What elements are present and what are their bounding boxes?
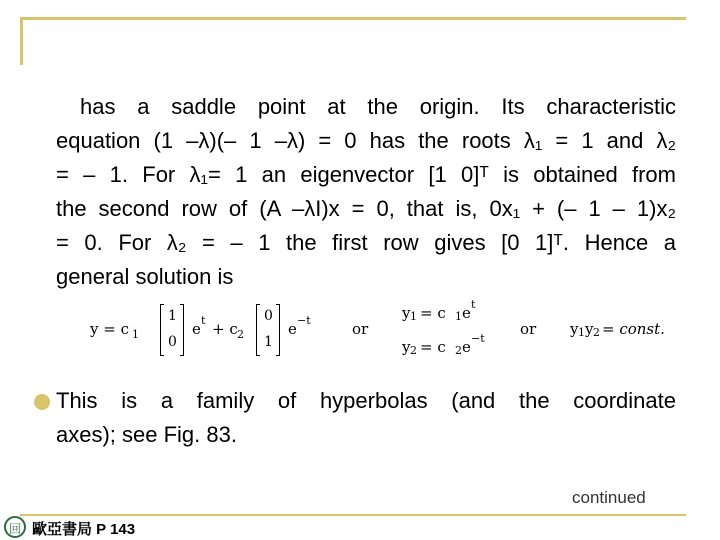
eq-c2-sub: 2 (237, 328, 244, 341)
body-line-2: equation (1 –λ)(– 1 –λ) = 0 has the roots λ₁ = 1 and λ₂ (56, 128, 676, 153)
eq-neg-t-sup: −t (297, 314, 311, 327)
vec1-bottom: 0 (168, 334, 177, 350)
eq-const: = const. (602, 320, 665, 338)
vec2-bottom: 1 (264, 334, 273, 350)
eq-y1-t-sup: t (471, 298, 476, 311)
eq-y2-t-sup: −t (471, 332, 485, 345)
footer-page-label: 歐亞書局 P 143 (32, 521, 136, 538)
eq-t-sup: t (201, 314, 206, 327)
eq-y1-sub: 1 (410, 310, 417, 323)
frame-bottom-rule (20, 514, 686, 516)
eq-c1-sub: 1 (132, 328, 139, 341)
eq-prod-y1: y (570, 320, 579, 338)
eq-y1: y (402, 304, 411, 322)
frame-top-rule (20, 17, 686, 20)
eq-y1-e: e (462, 304, 471, 322)
eq-prod-y1-sub: 1 (578, 326, 585, 339)
body-line-1: has a saddle point at the origin. Its characteristic (80, 94, 676, 119)
eq-plus-c: + c (212, 320, 238, 338)
frame-left-rule (20, 17, 23, 65)
eq-or-1: or (352, 320, 369, 338)
publisher-logo-icon: 回 (4, 516, 26, 538)
general-solution-equation (90, 298, 690, 364)
eq-prod-y2-sub: 2 (593, 326, 600, 339)
vec1-top: 1 (168, 308, 177, 324)
note-paragraph (56, 384, 676, 452)
body-line-5: = 0. For λ₂ = – 1 the first row gives [0 1]ᵀ. Hence a (56, 230, 676, 255)
eq-y: y = c (90, 320, 129, 338)
eq-y2-sub: 2 (410, 344, 417, 357)
eq-y2-rhs: = c (420, 338, 446, 356)
eq-y2-e: e (462, 338, 471, 356)
continued-label: continued (572, 488, 646, 507)
note-line-2: axes); see Fig. 83. (56, 422, 237, 447)
eq-y1-rhs: = c (420, 304, 446, 322)
note-line-1: This is a family of hyperbolas (and the coordinate (56, 388, 676, 413)
eq-y2-c-sub: 2 (455, 344, 462, 357)
bullet-icon (34, 394, 50, 410)
body-line-6: general solution is (56, 264, 234, 289)
eigenvector-1 (164, 304, 180, 354)
eq-prod-y2: y (585, 320, 594, 338)
body-line-4: the second row of (A –λI)x = 0, that is, 0x₁ + (– 1 – 1)x₂ (56, 196, 676, 221)
body-line-3: = – 1. For λ₁= 1 an eigenvector [1 0]ᵀ is obtained from (56, 162, 676, 187)
eq-or-2: or (520, 320, 537, 338)
body-paragraph (56, 90, 676, 294)
eq-e1: e (192, 320, 201, 338)
eq-y2: y (402, 338, 411, 356)
vec2-top: 0 (264, 308, 273, 324)
eq-y1-c-sub: 1 (455, 310, 462, 323)
eigenvector-2 (260, 304, 276, 354)
eq-e2: e (288, 320, 297, 338)
